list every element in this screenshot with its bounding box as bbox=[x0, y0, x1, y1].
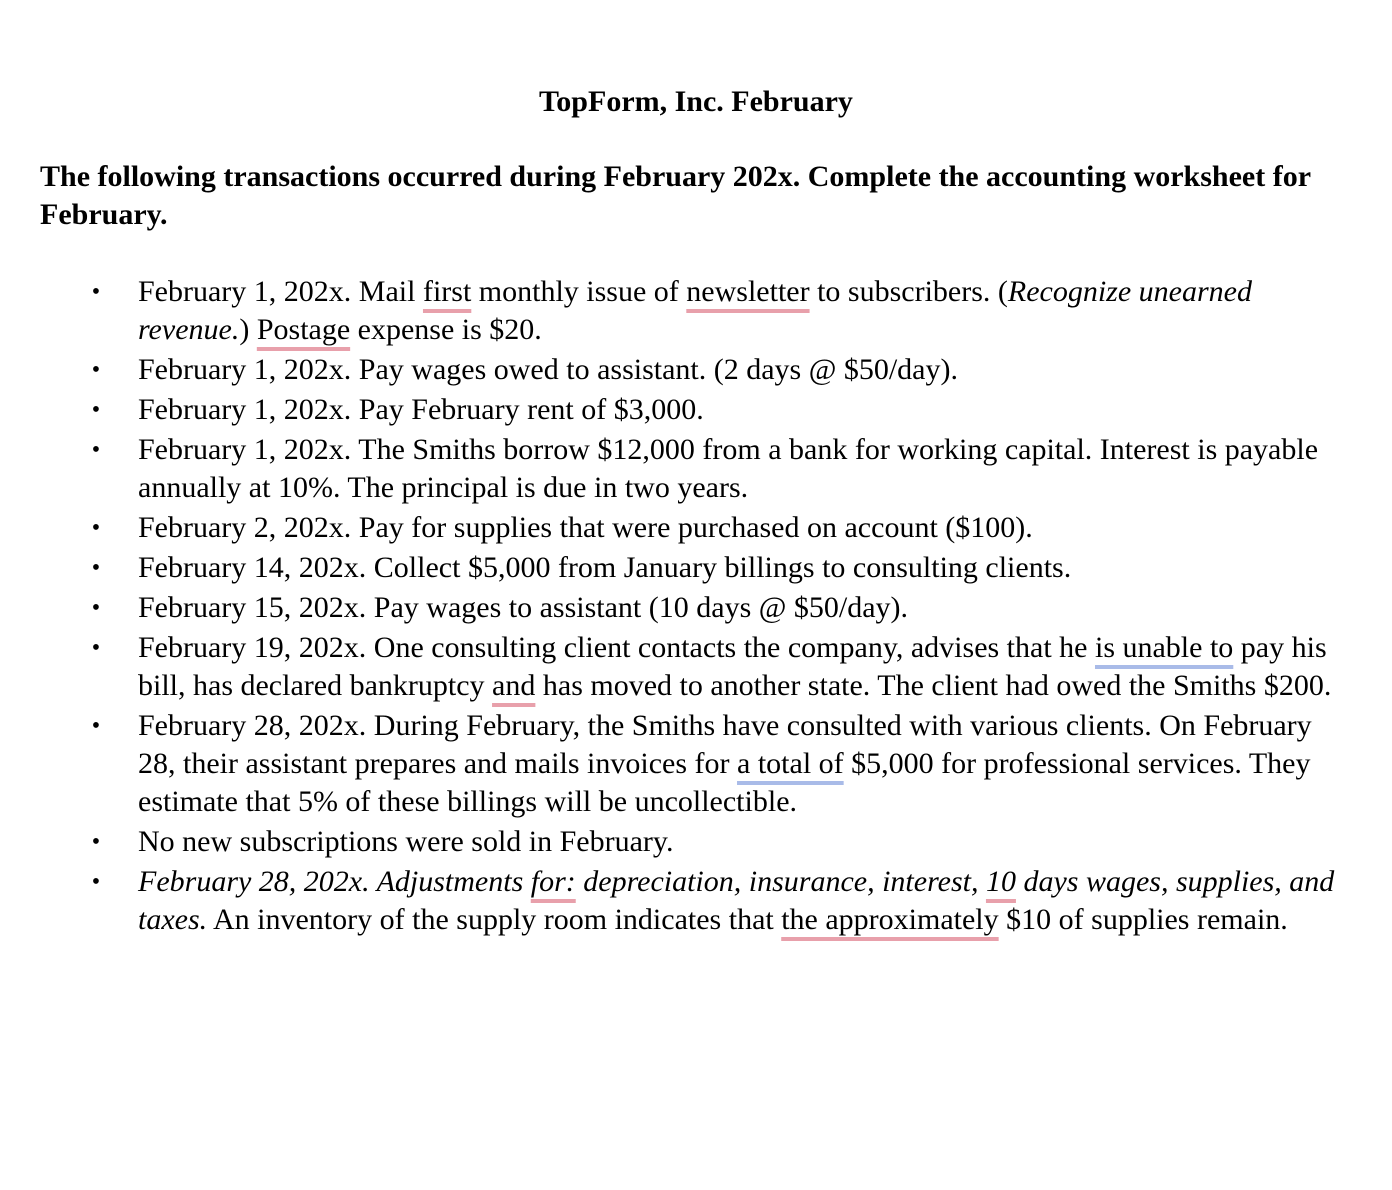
spelling-flag[interactable]: and bbox=[492, 669, 536, 702]
bullet-icon: • bbox=[91, 829, 101, 855]
bullet-icon: • bbox=[91, 279, 101, 305]
transaction-text: February 28, 202x. Adjustments for: depreciation, insurance, interest, 10 days wages, supplies, and taxes. An inventory of the supply room indicates that the approximately $10 of supplies remain. bbox=[138, 865, 1335, 936]
transaction-text: February 2, 202x. Pay for supplies that were purchased on account ($100). bbox=[138, 511, 1033, 544]
spelling-flag[interactable]: 10 bbox=[985, 865, 1016, 898]
transaction-item bbox=[0, 391, 1392, 429]
bullet-icon: • bbox=[91, 357, 101, 383]
bullet-icon: • bbox=[91, 397, 101, 423]
bullet-icon: • bbox=[91, 595, 101, 621]
bullet-icon: • bbox=[91, 713, 101, 739]
transaction-item bbox=[0, 629, 1392, 705]
document-title: TopForm, Inc. February bbox=[539, 85, 853, 118]
transaction-item bbox=[0, 549, 1392, 587]
transaction-item bbox=[0, 823, 1392, 861]
transaction-item bbox=[0, 273, 1392, 349]
transaction-text: February 1, 202x. Mail first monthly issue of newsletter to subscribers. (Recognize unearned revenue.) Postage expense is $20. bbox=[138, 275, 1252, 346]
transaction-item bbox=[0, 707, 1392, 821]
transaction-item bbox=[0, 589, 1392, 627]
transaction-text: February 15, 202x. Pay wages to assistant (10 days @ $50/day). bbox=[138, 591, 909, 624]
transaction-text: February 14, 202x. Collect $5,000 from January billings to consulting clients. bbox=[138, 551, 1072, 584]
bullet-icon: • bbox=[91, 869, 101, 895]
transaction-text: February 1, 202x. Pay February rent of $3,000. bbox=[138, 393, 704, 426]
grammar-flag[interactable]: a total of bbox=[737, 747, 844, 780]
transaction-item bbox=[0, 509, 1392, 547]
transaction-text: No new subscriptions were sold in February. bbox=[138, 825, 674, 858]
spelling-flag[interactable]: for: bbox=[530, 865, 576, 898]
transaction-item bbox=[0, 351, 1392, 389]
bullet-icon: • bbox=[91, 515, 101, 541]
grammar-flag[interactable]: is unable to bbox=[1094, 631, 1234, 664]
transaction-text: February 19, 202x. One consulting client contacts the company, advises that he is unable to pay his bill, has declared bankruptcy and has moved to another state. The client had owed the Smiths $200. bbox=[138, 631, 1332, 702]
spelling-flag[interactable]: the approximately bbox=[781, 903, 999, 936]
spelling-flag[interactable]: newsletter bbox=[686, 275, 810, 308]
bullet-icon: • bbox=[91, 555, 101, 581]
transaction-item bbox=[0, 431, 1392, 507]
spelling-flag[interactable]: Postage bbox=[256, 313, 351, 346]
transaction-list bbox=[0, 273, 1392, 941]
bullet-icon: • bbox=[91, 635, 101, 661]
transaction-item bbox=[0, 863, 1392, 939]
transaction-text: February 28, 202x. During February, the Smiths have consulted with various clients. On February 28, their assistant prepares and mails invoices for a total of $5,000 for professional services. They estimate that 5% of these billings will be uncollectible. bbox=[138, 709, 1312, 818]
transaction-text: February 1, 202x. The Smiths borrow $12,000 from a bank for working capital. Interest is payable annually at 10%. The principal is due in two years. bbox=[138, 433, 1319, 504]
instructions-paragraph: The following transactions occurred during February 202x. Complete the accounting worksheet for February. bbox=[40, 160, 1311, 231]
spelling-flag[interactable]: first bbox=[422, 275, 472, 308]
bullet-icon: • bbox=[91, 437, 101, 463]
transaction-text: February 1, 202x. Pay wages owed to assistant. (2 days @ $50/day). bbox=[138, 353, 958, 386]
